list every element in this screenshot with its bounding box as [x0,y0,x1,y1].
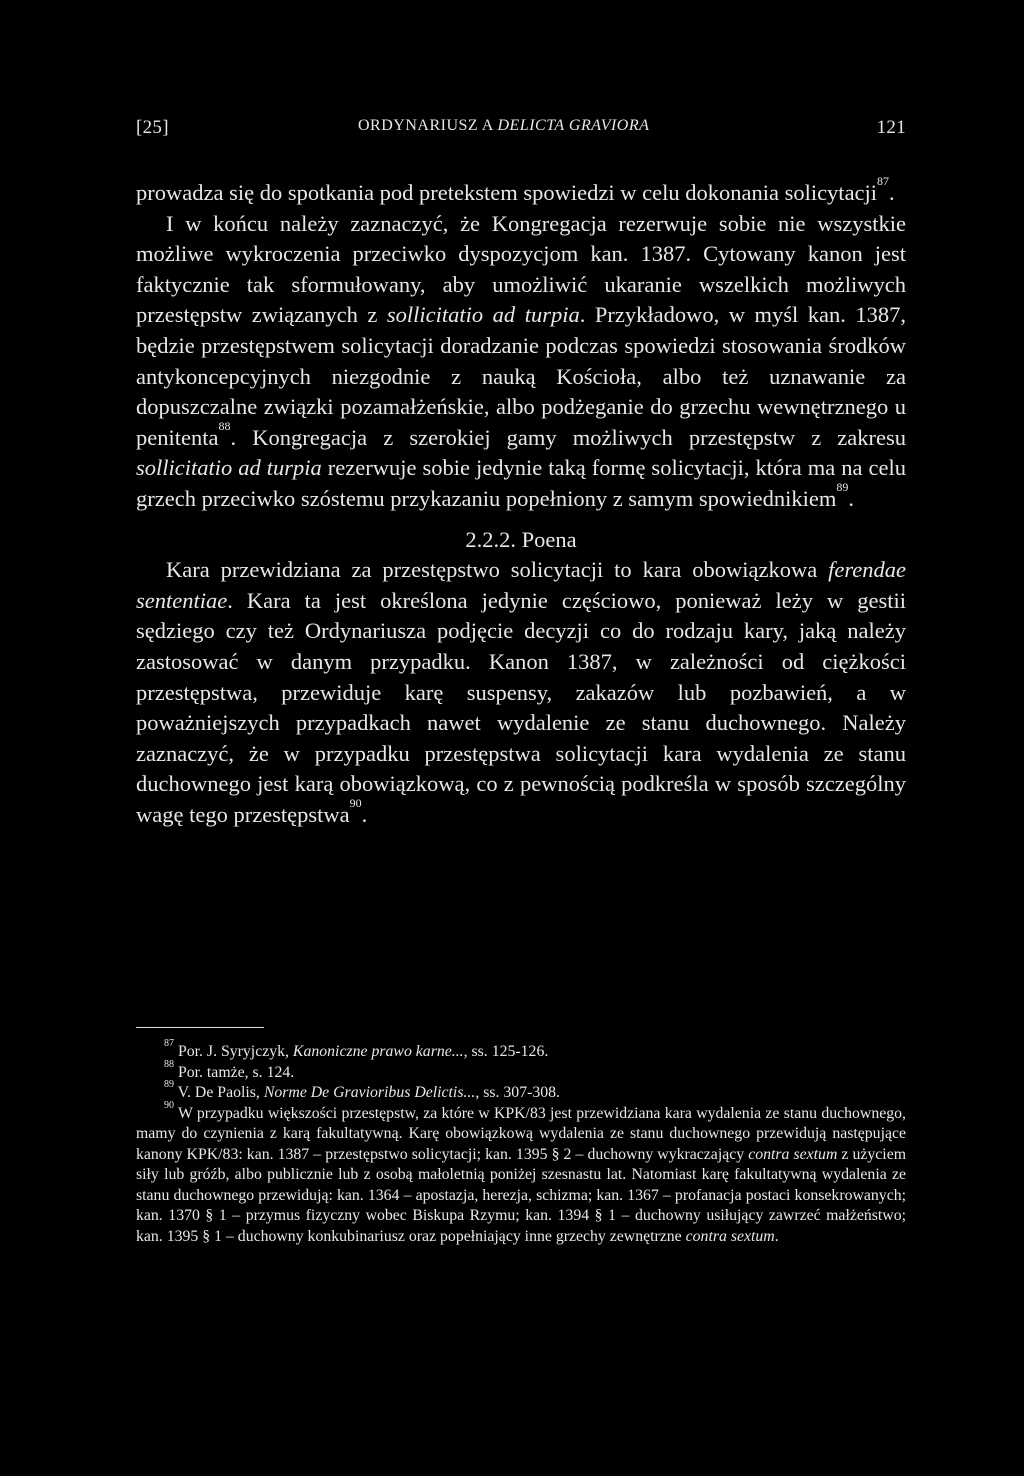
main-text [136,174,906,830]
page-number: 121 [876,117,906,138]
latin-term: contra sextum [748,1145,838,1163]
footnotes [136,1038,906,1247]
paragraph-text: . Kara ta jest określona jedynie częściowo, ponieważ leży w gestii sędziego czy też Ordynariusza podjęcie decyzji co do rodzaju kary, jaką należy zastosować w danym przypadku. Kanon 1387, w zależności od ciężkości przestępstwa, przewiduje karę suspensy, zakazów lub pozbawień, a w poważniejszych przypadkach nawet wydalenie ze stanu duchownego. Należy zaznaczyć, że w przypadku przestępstwa solicytacji kara wydalenia ze stanu duchownego jest karą obowiązkową, co z pewnością podkreśla w sposób szczególny wagę tego przestępstwa [136,587,906,827]
footnote-punct: . [774,1227,779,1245]
footnote-ref-90: 90 [349,795,362,810]
footnote-ref-89: 89 [836,479,849,494]
paragraph [136,209,906,515]
footnote-separator [136,1027,264,1028]
footnote-number: 87 [164,1038,174,1049]
running-title-plain: ORDYNARIUSZ A [358,117,498,134]
paragraph-continued [136,174,906,209]
paragraph-punct: . [889,180,895,205]
latin-term: sollicitatio ad turpia [136,455,322,481]
footnote-89 [136,1079,906,1104]
running-title-italic: DELICTA GRAVIORA [497,117,650,134]
footnote-text: z użyciem siły lub gróźb, albo publicznie lub z osobą małoletnią poniżej szesnastu lat. Natomiast karę fakultatywną wydalenia ze stanu duchownego przewidują: kan. 1364 – apostazja, herezja, schizma; kan. 1367 – profanacja postaci konsekrowanych; kan. 1370 § 1 – przymus fizyczny wobec Biskupa Rzymu; kan. 1394 § 1 – duchowny usiłujący zawrzeć małżeństwo; kan. 1395 § 1 – duchowny konkubinariusz oraz popełniający inne grzechy zewnętrzne [136,1145,906,1245]
paragraph-text: prowadza się do spotkania pod pretekstem spowiedzi w celu dokonania solicytacji [136,180,878,205]
footnote-87 [136,1038,906,1063]
section-heading: 2.2.2. Poena [465,526,577,552]
footnote-title: Kanoniczne prawo karne... [292,1043,464,1060]
paragraph [136,555,906,830]
footnote-text: , ss. 307-308. [475,1084,561,1101]
paragraph-text: rezerwuje sobie jedynie taką formę solicytacji, która ma na celu grzech przeciwko szóstemu przykazaniu popełniony z samym spowiednikiem [136,455,906,511]
footnote-text: Por. J. Syryjczyk, [174,1043,293,1060]
header-page-ref: [25] [136,117,169,138]
footnote-text: V. De Paolis, [174,1084,264,1101]
footnote-90 [136,1099,906,1248]
paragraph-text: . Przykładowo, w myśl kan. 1387, będzie przestępstwem solicytacji doradzanie podczas spowiedzi stosowania środków antykoncepcyjnych niezgodnie z nauką Kościoła, albo też uznawanie za dopuszczalne związki pozamałżeńskie, albo podżeganie do grzechu wewnętrznego u penitenta [136,302,906,450]
paragraph-punct: . [848,485,855,511]
footnote-title: Norme De Gravioribus Delictis... [263,1084,476,1101]
footnote-ref-88: 88 [218,418,231,433]
footnote-88 [136,1058,906,1084]
footnote-text: , ss. 125-126. [463,1043,549,1060]
latin-term: ferendae sententiae [136,557,906,613]
paragraph-text: I w końcu należy zaznaczyć, że Kongregacja rezerwuje sobie nie wszystkie możliwe wykroczenia przeciwko dyspozycjom kan. 1387. Cytowany kanon jest faktycznie tak sformułowany, aby umożliwić ukaranie wszelkich możliwych przestępstw związanych z [136,210,906,328]
paragraph-text: . Kongregacja z szerokiej gamy możliwych przestępstw z zakresu [230,424,906,450]
latin-term: contra sextum [685,1227,775,1245]
paragraph-punct: . [361,801,368,827]
footnote-ref-87: 87 [877,174,890,188]
footnote-text: Por. tamże, s. 124. [174,1063,295,1081]
running-header [136,117,906,147]
footnote-number: 90 [164,1099,174,1111]
running-title [358,117,649,135]
footnote-number: 89 [164,1079,174,1090]
section-gap [136,515,906,525]
footnote-number: 88 [164,1058,174,1070]
latin-term: sollicitatio ad turpia [386,302,580,328]
paragraph-text: Kara przewidziana za przestępstwo solicytacji to kara obowiązkowa [166,557,829,583]
footnote-text: W przypadku większości przestępstw, za które w KPK/83 jest przewidziana kara wydalenia ze stanu duchownego, mamy do czynienia z karą fakultatywną. Karę obowiązkową wydalenia ze stanu duchownego przewidują następujące kanony KPK/83: kan. 1387 – przestępstwo solicytacji; kan. 1395 § 2 – duchowny wykraczający [136,1104,906,1163]
